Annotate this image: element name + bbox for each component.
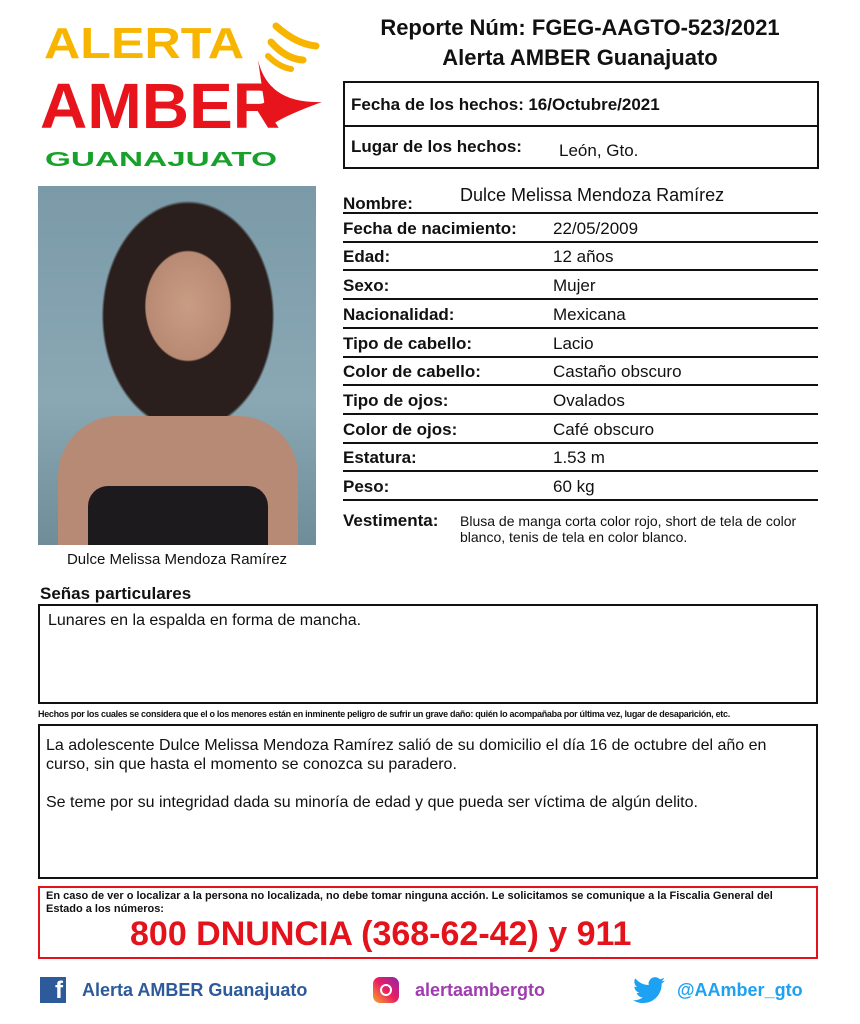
event-date-value: 16/Octubre/2021	[528, 95, 660, 114]
facebook-icon: f	[40, 977, 66, 1003]
facts-paragraph-1: La adolescente Dulce Melissa Mendoza Ramírez salió de su domicilio el día 16 de octubre del año en curso, sin que hasta el momento se conozca su paradero.	[46, 737, 767, 773]
missing-person-photo	[38, 186, 316, 545]
facts-paragraph-2: Se teme por su integridad dada su minoría de edad y que pueda ser víctima de algún delito.	[46, 794, 698, 811]
instagram-handle: alertaambergto	[415, 979, 546, 1000]
field-label: Peso:	[343, 477, 390, 496]
field-value: Mexicana	[553, 304, 626, 324]
field-label: Sexo:	[343, 276, 390, 296]
event-place-label: Lugar de los hechos:	[351, 137, 522, 156]
field-value: 1.53 m	[553, 448, 605, 468]
report-subtitle: Alerta AMBER Guanajuato	[442, 45, 718, 70]
event-date-row	[351, 95, 660, 115]
report-number: Reporte Núm: FGEG-AAGTO-523/2021	[380, 15, 780, 40]
contact-box	[38, 886, 818, 959]
features-label: Señas particulares	[40, 584, 192, 603]
field-value: Dulce Melissa Mendoza Ramírez	[460, 185, 725, 205]
field-value: Café obscuro	[553, 419, 655, 439]
field-row	[343, 330, 818, 358]
contact-phone: 800 DNUNCIA (368-62-42) y 911	[130, 915, 632, 953]
field-row	[343, 272, 818, 300]
field-label: Color de cabello:	[343, 362, 481, 382]
twitter-handle: @AAmber_gto	[677, 980, 803, 1000]
logo-amber: AMBER	[40, 70, 280, 142]
facebook-handle: Alerta AMBER Guanajuato	[82, 979, 308, 1000]
field-row	[343, 416, 818, 444]
field-row	[343, 444, 818, 472]
field-row	[343, 301, 818, 329]
facts-label: Hechos por los cuales se considera que el o los menores están en inminente peligro de sufrir un grave daño: quién lo acompañaba por última vez, lugar de desaparición, etc.	[38, 709, 730, 719]
field-value: Mujer	[553, 276, 596, 296]
field-value: Lacio	[553, 333, 594, 353]
event-place-value: León, Gto.	[559, 141, 639, 160]
photo-caption: Dulce Melissa Mendoza Ramírez	[66, 551, 288, 568]
event-divider	[345, 125, 817, 127]
logo-alerta: ALERTA	[44, 19, 244, 68]
alerta-amber-logo	[40, 12, 325, 174]
field-label: Color de ojos:	[343, 419, 458, 439]
event-box	[343, 81, 819, 169]
logo-guanajuato: GUANAJUATO	[45, 149, 277, 171]
field-label: Estatura:	[343, 448, 417, 468]
field-label: Tipo de cabello:	[343, 333, 473, 353]
field-value: Ovalados	[553, 390, 625, 410]
field-value: Castaño obscuro	[553, 362, 682, 382]
field-row	[343, 358, 818, 386]
field-row	[343, 473, 818, 501]
field-value: 12 años	[553, 247, 614, 267]
field-label: Fecha de nacimiento:	[343, 218, 517, 238]
instagram-icon	[373, 977, 399, 1003]
facts-box	[38, 724, 818, 879]
instagram-link[interactable]	[373, 977, 545, 1003]
field-value: 60 kg	[553, 477, 595, 496]
twitter-icon	[633, 977, 665, 1004]
field-label: Tipo de ojos:	[343, 390, 449, 410]
field-label: Nacionalidad:	[343, 304, 455, 324]
facebook-link[interactable]	[40, 977, 307, 1003]
event-date-label: Fecha de los hechos:	[351, 95, 524, 114]
clothing-label: Vestimenta:	[343, 511, 439, 530]
field-label: Edad:	[343, 247, 391, 267]
field-value: 22/05/2009	[553, 218, 639, 238]
field-label: Nombre:	[343, 194, 413, 213]
field-row	[343, 215, 818, 243]
contact-text: En caso de ver o localizar a la persona no localizada, no debe tomar ninguna acción. Le solicitamos se comunique a la Fiscalia General del Estado a los números:	[46, 890, 773, 915]
clothing-value: Blusa de manga corta color rojo, short de tela de color blanco, tenis de tela en color blanco.	[460, 513, 797, 545]
features-value: Lunares en la espalda en forma de mancha.	[48, 612, 362, 629]
field-row	[343, 243, 818, 271]
twitter-link[interactable]	[633, 977, 803, 1004]
field-row	[343, 186, 818, 214]
field-row	[343, 387, 818, 415]
features-box	[38, 604, 818, 704]
